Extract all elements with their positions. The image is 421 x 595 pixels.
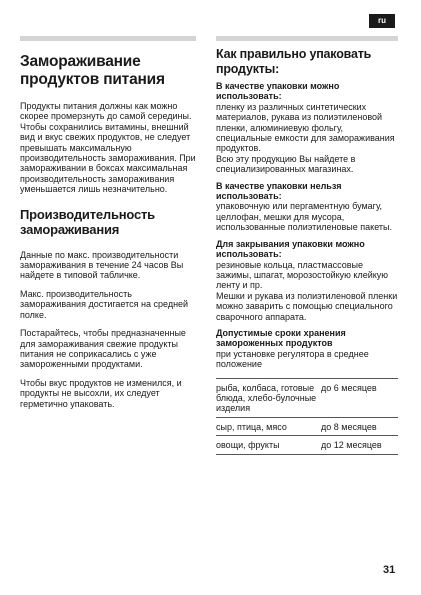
unsuitable-packaging-text: упаковочную или пергаментную бумагу, целлофан, мешки для мусора, использованные полиэтиленовые пакеты. <box>216 201 392 233</box>
closing-block <box>216 239 398 322</box>
table-row <box>216 378 398 417</box>
storage-subtitle: при установке регулятора в среднее положение <box>216 348 369 370</box>
packaging-paragraph: Чтобы вкус продуктов не изменился, и продукты не высохли, их следует герметично упаковать. <box>20 377 182 409</box>
capacity-paragraph: Данные по макс. производительности замораживания в течение 24 часов Вы найдете в типовой табличке. <box>20 249 184 281</box>
table-term-cell: до 12 месяцев <box>321 436 398 454</box>
right-header-rule <box>216 36 398 41</box>
suitable-packaging-block <box>216 81 398 175</box>
language-tab: ru <box>369 14 395 28</box>
left-header-rule <box>20 36 196 41</box>
closing-text: резиновые кольца, пластмассовые зажимы, шпагат, морозостойкую клейкую ленту и пр. <box>216 259 389 291</box>
suitable-packaging-title: В качестве упаковки можно использовать: <box>216 81 340 102</box>
table-product-cell: рыба, колбаса, готовые блюда, хлебо-булочные изделия <box>216 378 321 417</box>
table-row <box>216 417 398 435</box>
table-product-cell: овощи, фрукты <box>216 436 321 454</box>
table-term-cell: до 6 месяцев <box>321 378 398 417</box>
middle-shelf-paragraph: Макс. производительность замораживания достигается на средней полке. <box>20 288 189 320</box>
left-column <box>20 36 196 409</box>
page-number: 31 <box>383 564 396 576</box>
storage-title: Допустимые сроки хранения замороженных продуктов <box>216 327 346 349</box>
contact-paragraph: Постарайтесь, чтобы предназначенные для замораживания свежие продукты питания не соприкасались с уже замороженными продуктами. <box>20 328 186 370</box>
unsuitable-packaging-title: В качестве упаковки нельзя использовать: <box>216 180 342 202</box>
unsuitable-packaging-block <box>216 181 398 233</box>
capacity-heading: Производительность замораживания <box>20 206 155 238</box>
closing-note: Мешки и рукава из полиэтиленовой пленки можно заварить с помощью специального сварочного аппарата. <box>216 290 398 322</box>
packaging-heading: Как правильно упаковать продукты: <box>216 47 372 76</box>
storage-block <box>216 328 398 370</box>
table-row <box>216 436 398 454</box>
storage-table <box>216 378 398 455</box>
table-product-cell: сыр, птица, мясо <box>216 417 321 435</box>
closing-title: Для закрывания упаковки можно использовать: <box>216 238 365 260</box>
table-term-cell: до 8 месяцев <box>321 417 398 435</box>
suitable-packaging-text: пленку из различных синтетических материалов, рукава из полиэтиленовой пленки, алюминиевую фольгу, специальные емкости для замораживания продуктов. <box>216 101 395 154</box>
freezing-paragraph: Продукты питания должны как можно скорее промерзнуть до самой середины. Чтобы сохранились витамины, внешний вид и вкус свежих продуктов, не следует превышать максимальную производительность замораживания. При замораживании в боксах максимальная производительность замораживания уменьшается лишь незначительно. <box>20 101 196 195</box>
right-column <box>216 36 398 455</box>
suitable-packaging-note: Всю эту продукцию Вы найдете в специализированных магазинах. <box>216 153 356 175</box>
freezing-heading: Замораживание продуктов питания <box>20 53 165 88</box>
